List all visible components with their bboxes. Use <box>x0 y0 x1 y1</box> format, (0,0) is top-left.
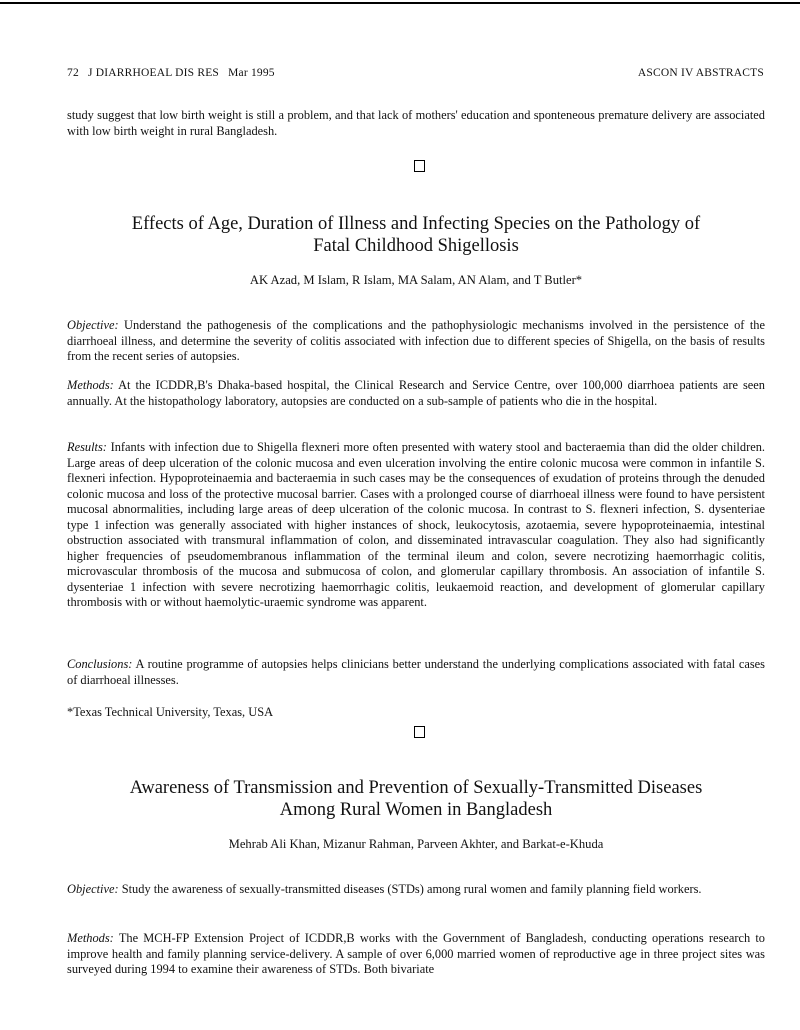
section-name: ASCON IV ABSTRACTS <box>637 67 764 79</box>
abstract1-affiliation: *Texas Technical University, Texas, USA <box>67 705 274 719</box>
abstract1-authors: AK Azad, M Islam, R Islam, MA Salam, AN Alam, and T Butler* <box>249 273 583 287</box>
methods-label: Methods: <box>67 378 114 392</box>
abstract2-methods <box>67 931 765 978</box>
abstract1-objective <box>67 318 765 365</box>
issue-date: Mar 1995 <box>228 67 275 79</box>
methods-text: The MCH-FP Extension Project of ICDDR,B works with the Government of Bangladesh, conducting operations research to improve health and family planning service-delivery. A sample of over 6,000 married women of reproductive age in three project sites was surveyed during 1994 to examine their awareness of STDs. Both bivariate <box>67 931 765 976</box>
abstract2-title-line1: Awareness of Transmission and Prevention of Sexually-Transmitted Diseases <box>129 778 703 798</box>
abstract1-title <box>67 213 765 257</box>
abstract1-title-line1: Effects of Age, Duration of Illness and Infecting Species on the Pathology of <box>131 214 701 234</box>
header-left <box>67 67 281 79</box>
top-rule <box>0 2 800 4</box>
abstract2-authors: Mehrab Ali Khan, Mizanur Rahman, Parveen Akhter, and Barkat-e-Khuda <box>228 837 604 851</box>
abstract1-title-line2: Fatal Childhood Shigellosis <box>313 236 519 256</box>
journal-name: J DIARRHOEAL DIS RES <box>87 67 220 79</box>
abstract1-conclusions <box>67 657 765 688</box>
conclusions-label: Conclusions: <box>67 657 133 671</box>
abstract1-methods <box>67 378 765 409</box>
abstract2-title <box>67 777 765 821</box>
methods-label: Methods: <box>67 931 114 945</box>
section-separator-box <box>414 726 425 738</box>
objective-text: Study the awareness of sexually-transmitted diseases (STDs) among rural women and family planning field workers. <box>121 882 702 896</box>
results-text: Infants with infection due to Shigella flexneri more often presented with watery stool and bacteraemia than did the older children. Large areas of deep ulceration of the colonic mucosa and even ulceration involving the entire colonic mucosa were common in infantile S. flexneri infection. Hypoproteinaemia and bacteraemia in such cases may be the consequences of exudation of proteins through the denuded colonic mucosa and loss of the protective mucosal barrier. Cases with a prolonged course of diarrhoeal illness were found to have persistent mucosal abnormalities, including large areas of deep ulceration of the colonic mucosa. In contrast to S. flexneri infection, S. dysenteriae type 1 infection was generally associated with higher instances of shock, leukocytosis, azotaemia, severe hypoproteinaemia, intestinal obstruction associated with transmural inflammation of colon, and disseminated intravascular coagulation. They also had significantly higher frequencies of pseudomembranous inflammation of the terminal ileum and colon, severe necrotizing haemorrhagic colitis, microvascular thrombosis of the mucosa and submucosa of colon, and glomerular capillary thrombosis. An association of infantile S. dysenteriae 1 infection with severe necrotizing haemorrhagic colitis, leukaemoid reaction, and development of glomerular capillary thrombosis with or without haemolytic-uraemic syndrome was apparent. <box>67 440 765 609</box>
methods-text: At the ICDDR,B's Dhaka-based hospital, the Clinical Research and Service Centre, over 100,000 diarrhoea patients are seen annually. At the histopathology laboratory, autopsies are conducted on a sub-sample of patients who die in the hospital. <box>67 378 765 408</box>
objective-text: Understand the pathogenesis of the complications and the pathophysiologic mechanisms involved in the persistence of the diarrhoeal illness, and determine the severity of colitis associated with infection due to different species of Shigella, on the basis of results from the recent series of autopsies. <box>67 318 765 363</box>
abstract2-objective <box>67 882 765 898</box>
previous-abstract-ending: study suggest that low birth weight is still a problem, and that lack of mothers' education and sponteneous premature delivery are associated with low birth weight in rural Bangladesh. <box>67 108 765 138</box>
page-number: 72 <box>67 67 79 79</box>
objective-label: Objective: <box>67 318 119 332</box>
abstract2-title-line2: Among Rural Women in Bangladesh <box>279 800 553 820</box>
conclusions-text: A routine programme of autopsies helps clinicians better understand the underlying complications associated with fatal cases of diarrhoeal illnesses. <box>67 657 766 687</box>
objective-label: Objective: <box>67 882 119 896</box>
section-separator-box <box>414 160 425 172</box>
running-header <box>67 67 764 79</box>
results-label: Results: <box>67 440 107 454</box>
abstract1-results <box>67 440 765 611</box>
